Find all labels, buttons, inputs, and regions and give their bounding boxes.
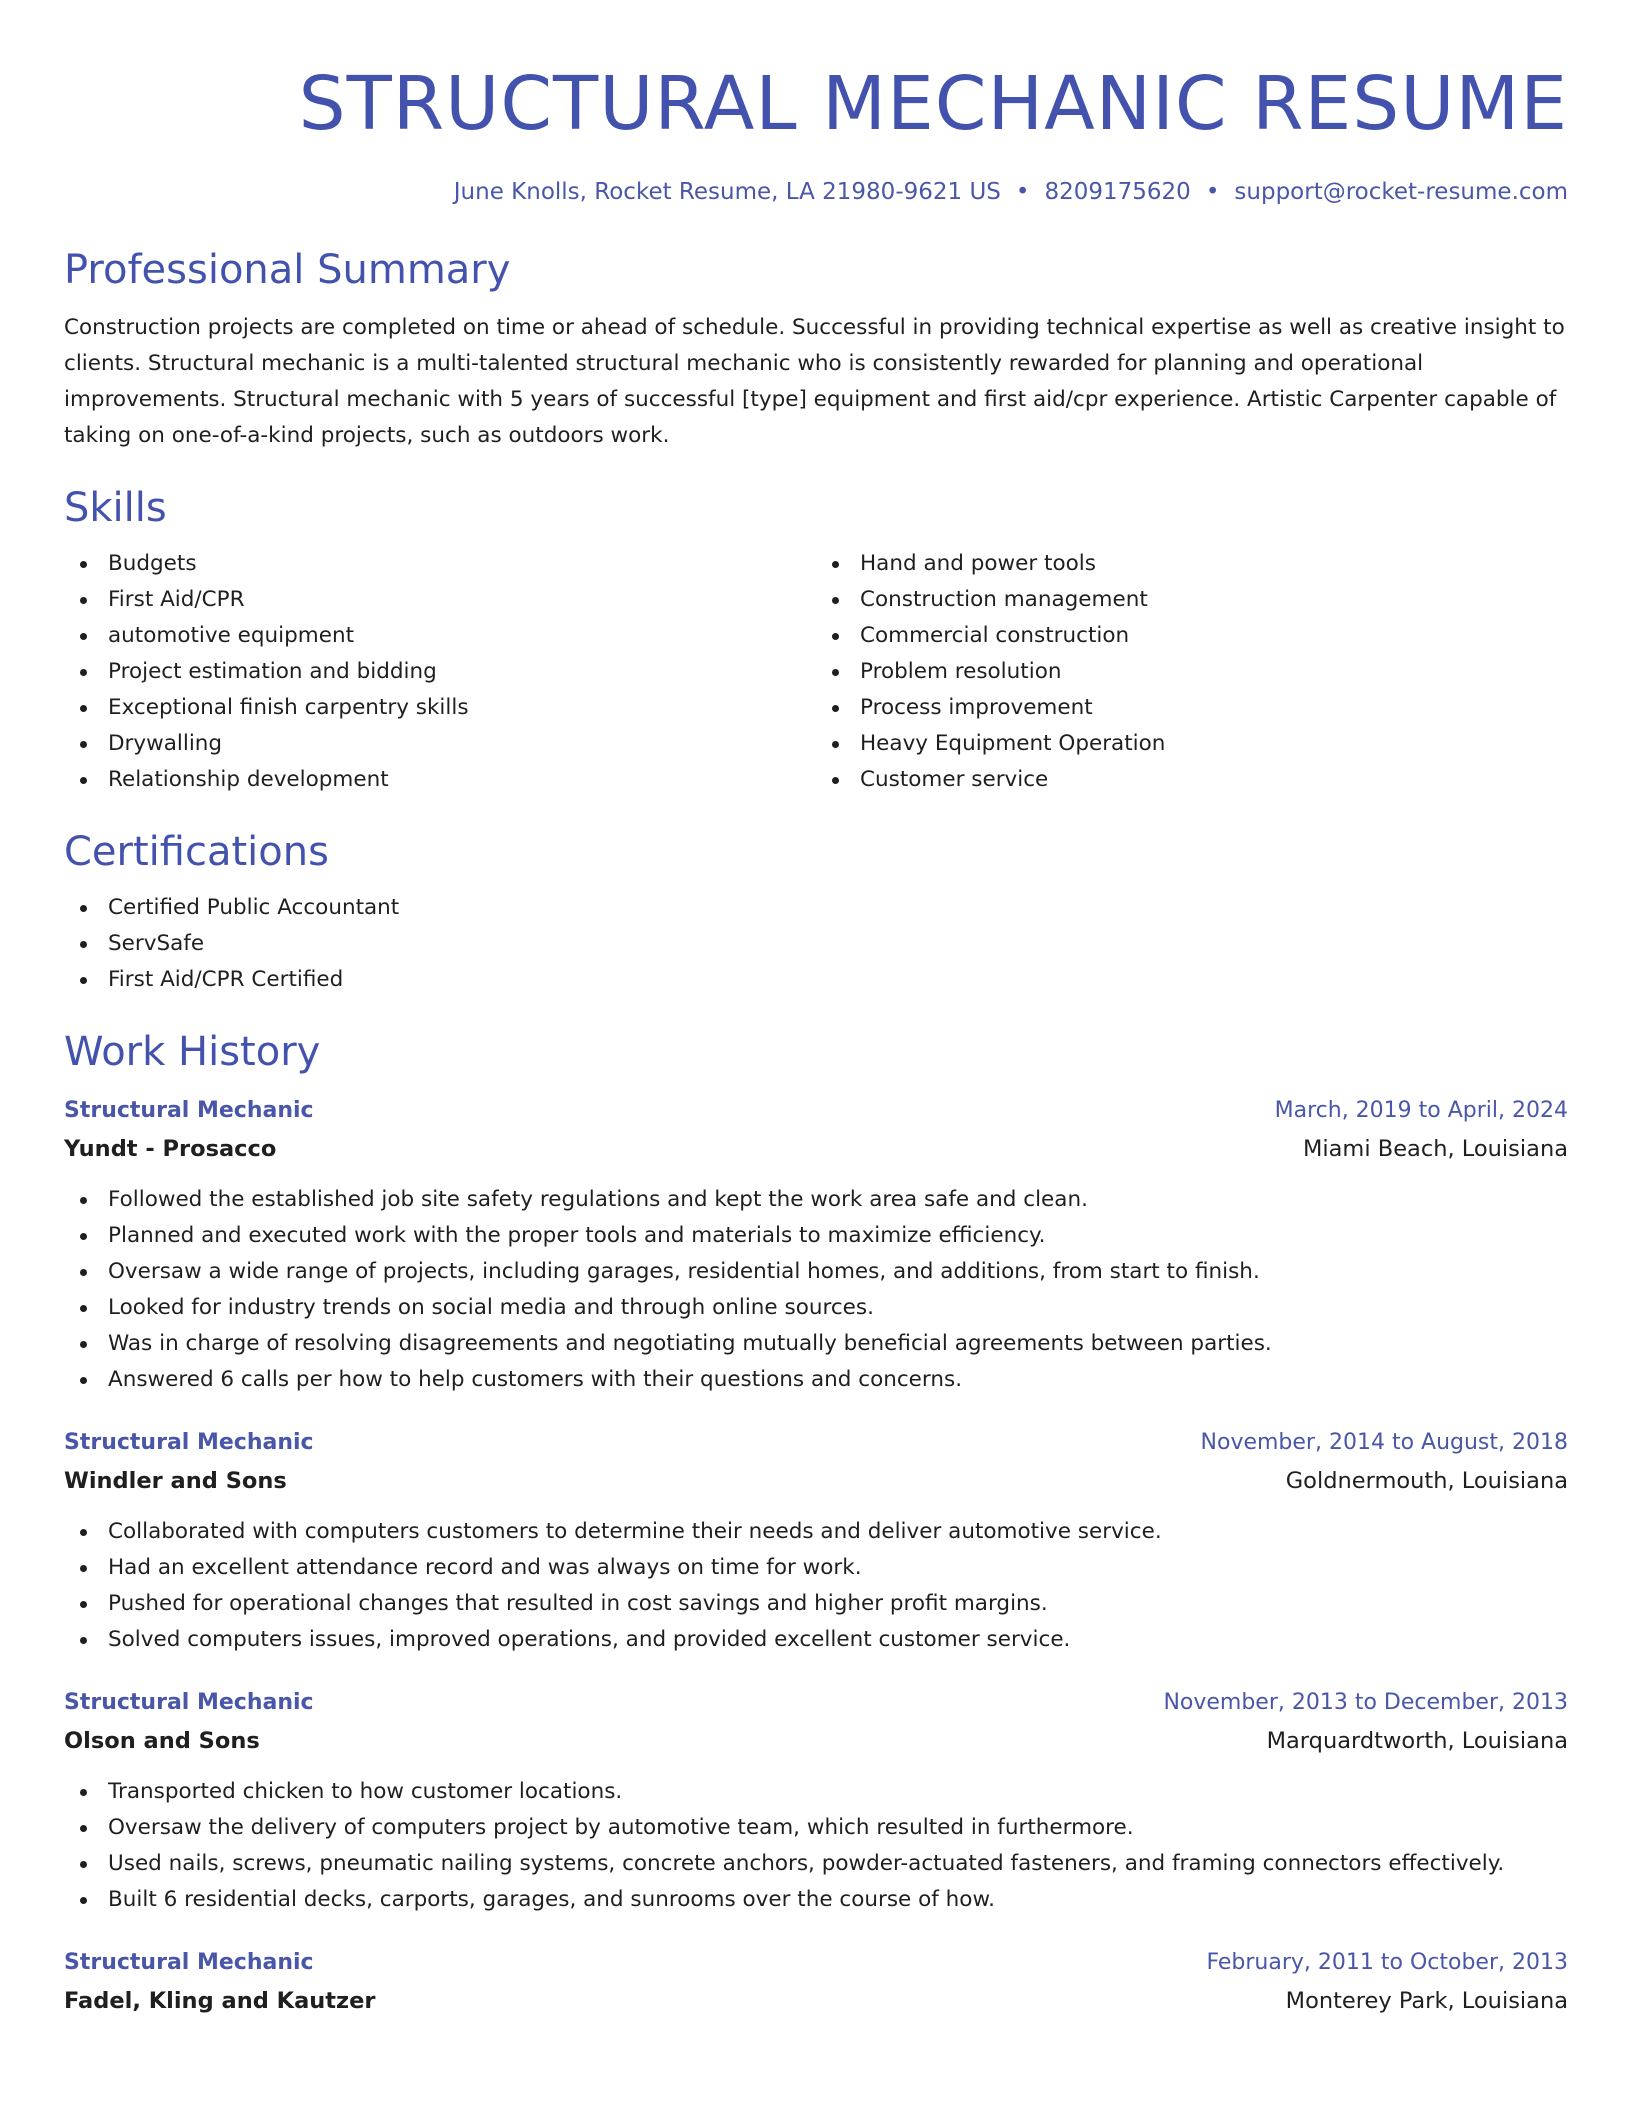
contact-line	[64, 176, 1568, 208]
skill-item: Relationship development	[108, 762, 816, 798]
job-duties-list	[64, 1182, 1568, 1398]
job-dates: November, 2013 to December, 2013	[1163, 1690, 1568, 1715]
job-location: Marquardtworth, Louisiana	[1266, 1728, 1568, 1754]
skills-column-right	[816, 546, 1568, 798]
certifications-list	[64, 890, 1568, 998]
contact-separator: •	[1015, 179, 1030, 205]
certification-item: ServSafe	[108, 926, 1568, 962]
work-history-heading: Work History	[64, 1029, 321, 1075]
resume-page	[64, 40, 1568, 2020]
contact-separator: •	[1205, 179, 1220, 205]
skills-list	[64, 546, 1568, 798]
job-company: Yundt - Prosacco	[64, 1136, 277, 1162]
skills-column-left	[64, 546, 816, 798]
job-duty: Oversaw a wide range of projects, including garages, residential homes, and additions, from start to finish.	[108, 1254, 1568, 1290]
skill-item: Problem resolution	[860, 654, 1568, 690]
job-entry	[64, 1944, 1568, 2020]
skill-item: Project estimation and bidding	[108, 654, 816, 690]
job-company: Olson and Sons	[64, 1728, 260, 1754]
job-duty: Was in charge of resolving disagreements and negotiating mutually beneficial agreements between parties.	[108, 1326, 1568, 1362]
job-duty: Had an excellent attendance record and was always on time for work.	[108, 1550, 1568, 1586]
job-entry	[64, 1424, 1568, 1658]
job-duty: Solved computers issues, improved operations, and provided excellent customer service.	[108, 1622, 1568, 1658]
skills-heading: Skills	[64, 485, 167, 531]
certification-item: Certified Public Accountant	[108, 890, 1568, 926]
job-company: Fadel, Kling and Kautzer	[64, 1988, 376, 2014]
job-title: Structural Mechanic	[64, 1098, 314, 1123]
skill-item: Heavy Equipment Operation	[860, 726, 1568, 762]
job-duties-list	[64, 1514, 1568, 1658]
job-title: Structural Mechanic	[64, 1430, 314, 1455]
certifications-heading: Certifications	[64, 829, 329, 875]
job-duty: Oversaw the delivery of computers project by automotive team, which resulted in furthermore.	[108, 1810, 1568, 1846]
skill-item: Drywalling	[108, 726, 816, 762]
contact-email[interactable]: support@rocket-resume.com	[1234, 179, 1568, 205]
job-duty: Pushed for operational changes that resulted in cost savings and higher profit margins.	[108, 1586, 1568, 1622]
summary-text: Construction projects are completed on time or ahead of schedule. Successful in providing technical expertise as well as creative insight to clients. Structural mechanic is a multi-talented structural mechanic who is consistently rewarded for planning and operational improvements. Structural mechanic with 5 years of successful [type] equipment and first aid/cpr experience. Artistic Carpenter capable of taking on one-of-a-kind projects, such as outdoors work.	[64, 315, 1565, 448]
job-duty: Planned and executed work with the proper tools and materials to maximize efficiency.	[108, 1218, 1568, 1254]
job-dates: March, 2019 to April, 2024	[1274, 1098, 1568, 1123]
skill-item: automotive equipment	[108, 618, 816, 654]
job-duty: Built 6 residential decks, carports, garages, and sunrooms over the course of how.	[108, 1882, 1568, 1918]
skill-item: Hand and power tools	[860, 546, 1568, 582]
skill-item: Customer service	[860, 762, 1568, 798]
contact-phone: 8209175620	[1044, 179, 1191, 205]
job-entry	[64, 1092, 1568, 1398]
skill-item: Budgets	[108, 546, 816, 582]
job-duty: Transported chicken to how customer locations.	[108, 1774, 1568, 1810]
job-company: Windler and Sons	[64, 1468, 287, 1494]
job-title: Structural Mechanic	[64, 1690, 314, 1715]
job-dates: February, 2011 to October, 2013	[1206, 1950, 1568, 1975]
skill-item: First Aid/CPR	[108, 582, 816, 618]
job-dates: November, 2014 to August, 2018	[1200, 1430, 1568, 1455]
resume-title: STRUCTURAL MECHANIC RESUME	[298, 61, 1568, 147]
skill-item: Exceptional finish carpentry skills	[108, 690, 816, 726]
job-duty: Collaborated with computers customers to determine their needs and deliver automotive service.	[108, 1514, 1568, 1550]
certification-item: First Aid/CPR Certified	[108, 962, 1568, 998]
skill-item: Commercial construction	[860, 618, 1568, 654]
job-duty: Looked for industry trends on social media and through online sources.	[108, 1290, 1568, 1326]
job-duty: Answered 6 calls per how to help customers with their questions and concerns.	[108, 1362, 1568, 1398]
job-duties-list	[64, 1774, 1568, 1918]
job-entry	[64, 1684, 1568, 1918]
skill-item: Process improvement	[860, 690, 1568, 726]
skill-item: Construction management	[860, 582, 1568, 618]
job-title: Structural Mechanic	[64, 1950, 314, 1975]
job-location: Monterey Park, Louisiana	[1285, 1988, 1568, 2014]
job-duty: Used nails, screws, pneumatic nailing systems, concrete anchors, powder-actuated fasteners, and framing connectors effectively.	[108, 1846, 1568, 1882]
contact-address: June Knolls, Rocket Resume, LA 21980-9621 US	[453, 179, 1001, 205]
job-location: Miami Beach, Louisiana	[1302, 1136, 1568, 1162]
summary-heading: Professional Summary	[64, 247, 511, 293]
job-duty: Followed the established job site safety regulations and kept the work area safe and clean.	[108, 1182, 1568, 1218]
job-location: Goldnermouth, Louisiana	[1285, 1468, 1568, 1494]
